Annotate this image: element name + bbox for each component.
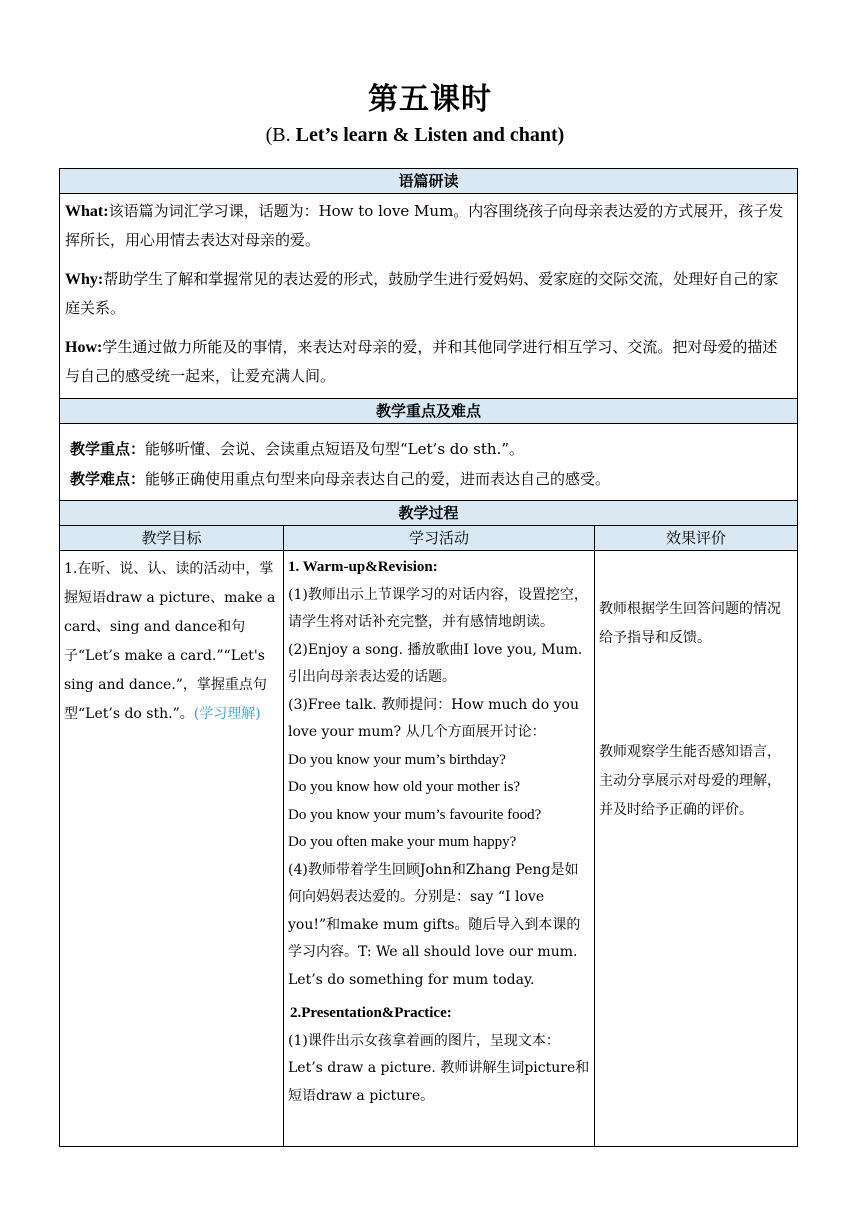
- difficulty-label: 教学难点：: [70, 470, 146, 488]
- step2-item: (1)课件出示女孩拿着画的图片，呈现文本：Let’s draw a picture. 教师讲解生词picture和短语draw a picture。: [288, 1032, 590, 1104]
- step1-item: (2)Enjoy a song. 播放歌曲I love you, Mum. 引出向母亲表达爱的话题。: [288, 641, 583, 685]
- what-text: 该语篇为词汇学习课，话题为：How to love Mum。内容围绕孩子向母亲表达爱的方式展开，孩子发挥所长，用心用情去表达对母亲的爱。: [65, 202, 784, 249]
- key-points-body: [60, 424, 798, 501]
- difficulty-line: [70, 464, 787, 494]
- how-label: How:: [65, 339, 103, 356]
- step1-item: Do you know your mum’s favourite food?: [288, 806, 542, 823]
- step1-item: (3)Free talk. 教师提问：How much do you love your mum? 从几个方面展开讨论：: [288, 696, 579, 740]
- text-study-body: [60, 194, 798, 399]
- difficulty-text: 能够正确使用重点句型来向母亲表达自己的爱，进而表达自己的感受。: [145, 470, 611, 488]
- col-head-goal: 教学目标: [60, 526, 284, 551]
- eval-item: 教师观察学生能否感知语言，主动分享展示对母爱的理解，并及时给予正确的评价。: [599, 744, 781, 818]
- goal-tag: (学习理解): [193, 706, 261, 722]
- focus-label: 教学重点：: [70, 440, 146, 458]
- step1-item: (4)教师带着学生回顾John和Zhang Peng是如何向妈妈表达爱的。分别是：say “I love you!”和make mum gifts。随后导入到本课的学习内容。T: We all should love our mum. Let’s do something for mum today.: [288, 861, 581, 988]
- key-points-header: 教学重点及难点: [60, 399, 798, 424]
- step1-item: Do you often make your mum happy?: [288, 834, 517, 850]
- lesson-subtitle: [0, 124, 830, 147]
- step2-title: 2.Presentation&Practice:: [290, 1005, 452, 1021]
- why-paragraph: [60, 262, 797, 323]
- how-paragraph: [60, 330, 797, 391]
- goal-cell: [60, 551, 284, 1147]
- how-text: 学生通过做力所能及的事情，来表达对母亲的爱，并和其他同学进行相互学习、交流。把对母爱的描述与自己的感受统一起来，让爱充满人间。: [65, 338, 778, 385]
- col-head-eval: 效果评价: [595, 526, 798, 551]
- subtitle-bold: Let’s learn & Listen and chant): [295, 124, 565, 146]
- step1-item: Do you know your mum’s birthday?: [288, 751, 506, 768]
- focus-line: [70, 434, 787, 464]
- what-paragraph: [60, 194, 797, 255]
- col-head-activity: 学习活动: [284, 526, 595, 551]
- text-study-header: 语篇研读: [60, 169, 798, 194]
- step1-item: (1)教师出示上节课学习的对话内容，设置挖空，请学生将对话补充完整，并有感情地朗读。: [288, 586, 588, 630]
- subtitle-prefix: (B.: [265, 124, 296, 146]
- lesson-title: 第五课时: [368, 82, 492, 117]
- activity-cell: [284, 551, 595, 1147]
- why-label: Why:: [65, 271, 104, 288]
- goal-text: 1.在听、说、认、读的活动中，掌握短语draw a picture、make a card、sing and dance和句子“Let’s make a card.”“Let's sing and dance.”，掌握重点句型“Let’s do sth.”。: [64, 561, 276, 722]
- eval-cell: [595, 551, 798, 1147]
- step1-title: 1. Warm-up&Revision:: [288, 559, 438, 575]
- process-header: 教学过程: [60, 501, 798, 526]
- focus-text: 能够听懂、会说、会读重点短语及句型“Let’s do sth.”。: [145, 440, 525, 458]
- what-label: What:: [65, 203, 109, 220]
- why-text: 帮助学生了解和掌握常见的表达爱的形式，鼓励学生进行爱妈妈、爱家庭的交际交流，处理好自己的家庭关系。: [65, 270, 779, 317]
- eval-item: 教师根据学生回答问题的情况给予指导和反馈。: [599, 601, 781, 646]
- lesson-plan-table: [59, 168, 798, 1147]
- step1-item: Do you know how old your mother is?: [288, 779, 521, 795]
